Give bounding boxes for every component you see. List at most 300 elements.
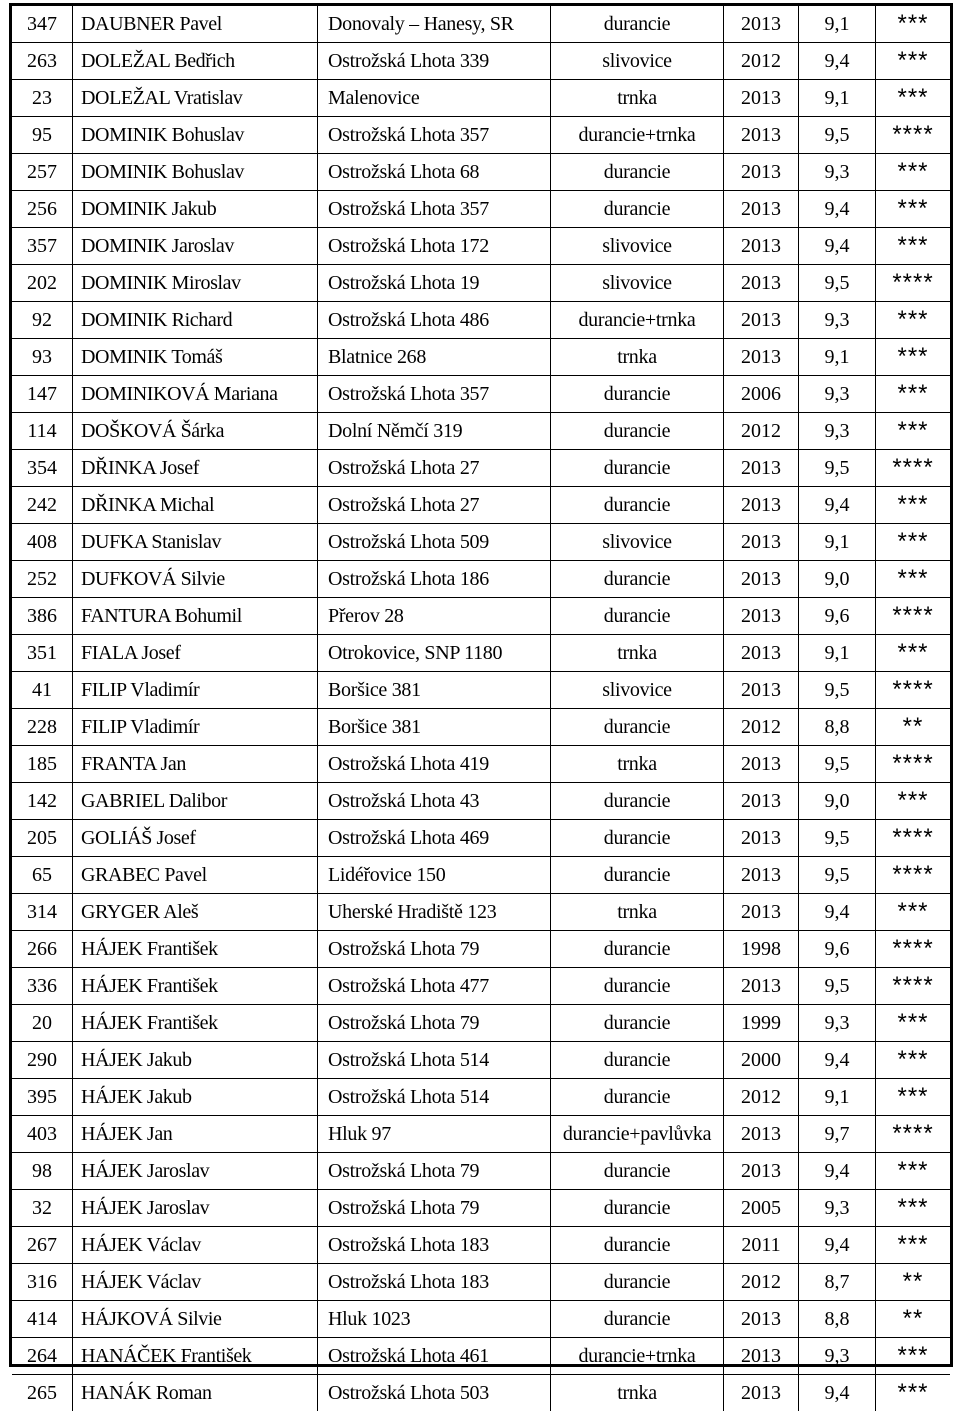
producer-name-cell: HÁJEK Václav — [73, 1227, 318, 1264]
vintage-year-cell: 2000 — [724, 1042, 799, 1079]
score-cell: 9,3 — [799, 1190, 876, 1227]
table-row — [12, 1153, 950, 1190]
spirit-type-cell: trnka — [551, 894, 724, 931]
table-row — [12, 376, 950, 413]
spirit-type-cell: trnka — [551, 1375, 724, 1411]
star-rating-cell: ** — [876, 709, 951, 746]
star-rating-cell: *** — [876, 524, 951, 561]
table-row — [12, 1042, 950, 1079]
vintage-year-cell: 2012 — [724, 1079, 799, 1116]
star-rating-cell: *** — [876, 80, 951, 117]
producer-name-cell: DOLEŽAL Vratislav — [73, 80, 318, 117]
producer-name-cell: DOMINIK Tomáš — [73, 339, 318, 376]
entry-number-cell: 265 — [12, 1375, 73, 1411]
spirit-type-cell: durancie — [551, 1227, 724, 1264]
results-table-body — [12, 6, 950, 1411]
producer-name-cell: DOMINIK Miroslav — [73, 265, 318, 302]
spirit-type-cell: durancie — [551, 487, 724, 524]
entry-number-cell: 65 — [12, 857, 73, 894]
table-row — [12, 1338, 950, 1375]
address-cell: Ostrožská Lhota 357 — [318, 117, 551, 154]
spirit-type-cell: trnka — [551, 80, 724, 117]
table-row — [12, 894, 950, 931]
score-cell: 9,5 — [799, 968, 876, 1005]
score-cell: 9,3 — [799, 1338, 876, 1375]
score-cell: 9,6 — [799, 598, 876, 635]
table-row — [12, 931, 950, 968]
address-cell: Donovaly – Hanesy, SR — [318, 6, 551, 43]
vintage-year-cell: 1999 — [724, 1005, 799, 1042]
producer-name-cell: HÁJEK Jaroslav — [73, 1190, 318, 1227]
vintage-year-cell: 2013 — [724, 857, 799, 894]
address-cell: Ostrožská Lhota 357 — [318, 376, 551, 413]
vintage-year-cell: 2013 — [724, 746, 799, 783]
producer-name-cell: DAUBNER Pavel — [73, 6, 318, 43]
spirit-type-cell: durancie — [551, 413, 724, 450]
table-row — [12, 968, 950, 1005]
address-cell: Ostrožská Lhota 503 — [318, 1375, 551, 1411]
vintage-year-cell: 2013 — [724, 968, 799, 1005]
spirit-type-cell: slivovice — [551, 228, 724, 265]
vintage-year-cell: 2005 — [724, 1190, 799, 1227]
address-cell: Ostrožská Lhota 186 — [318, 561, 551, 598]
vintage-year-cell: 2013 — [724, 783, 799, 820]
score-cell: 9,4 — [799, 1153, 876, 1190]
table-row — [12, 302, 950, 339]
star-rating-cell: **** — [876, 598, 951, 635]
producer-name-cell: DUFKOVÁ Silvie — [73, 561, 318, 598]
spirit-type-cell: durancie — [551, 450, 724, 487]
star-rating-cell: *** — [876, 1042, 951, 1079]
vintage-year-cell: 2006 — [724, 376, 799, 413]
score-cell: 9,5 — [799, 820, 876, 857]
table-row — [12, 857, 950, 894]
score-cell: 9,0 — [799, 561, 876, 598]
score-cell: 9,3 — [799, 1005, 876, 1042]
vintage-year-cell: 2012 — [724, 709, 799, 746]
address-cell: Ostrožská Lhota 79 — [318, 931, 551, 968]
star-rating-cell: *** — [876, 1005, 951, 1042]
table-row — [12, 672, 950, 709]
table-row — [12, 1264, 950, 1301]
producer-name-cell: HÁJEK František — [73, 931, 318, 968]
vintage-year-cell: 2012 — [724, 1264, 799, 1301]
star-rating-cell: *** — [876, 561, 951, 598]
spirit-type-cell: durancie — [551, 376, 724, 413]
score-cell: 9,4 — [799, 191, 876, 228]
spirit-type-cell: durancie — [551, 783, 724, 820]
vintage-year-cell: 2013 — [724, 228, 799, 265]
address-cell: Ostrožská Lhota 486 — [318, 302, 551, 339]
score-cell: 9,5 — [799, 450, 876, 487]
score-cell: 9,4 — [799, 1042, 876, 1079]
entry-number-cell: 336 — [12, 968, 73, 1005]
address-cell: Malenovice — [318, 80, 551, 117]
star-rating-cell: **** — [876, 117, 951, 154]
producer-name-cell: DŘINKA Josef — [73, 450, 318, 487]
star-rating-cell: *** — [876, 783, 951, 820]
producer-name-cell: DOMINIK Jakub — [73, 191, 318, 228]
spirit-type-cell: durancie — [551, 857, 724, 894]
score-cell: 9,5 — [799, 265, 876, 302]
star-rating-cell: *** — [876, 1227, 951, 1264]
vintage-year-cell: 2013 — [724, 635, 799, 672]
table-row — [12, 413, 950, 450]
table-row — [12, 154, 950, 191]
producer-name-cell: FANTURA Bohumil — [73, 598, 318, 635]
producer-name-cell: DUFKA Stanislav — [73, 524, 318, 561]
entry-number-cell: 414 — [12, 1301, 73, 1338]
table-row — [12, 191, 950, 228]
spirit-type-cell: durancie — [551, 6, 724, 43]
producer-name-cell: FILIP Vladimír — [73, 672, 318, 709]
entry-number-cell: 316 — [12, 1264, 73, 1301]
producer-name-cell: DOMINIKOVÁ Mariana — [73, 376, 318, 413]
address-cell: Otrokovice, SNP 1180 — [318, 635, 551, 672]
star-rating-cell: **** — [876, 672, 951, 709]
vintage-year-cell: 2013 — [724, 117, 799, 154]
table-row — [12, 487, 950, 524]
spirit-type-cell: durancie — [551, 1005, 724, 1042]
score-cell: 9,3 — [799, 376, 876, 413]
spirit-type-cell: durancie — [551, 709, 724, 746]
score-cell: 8,7 — [799, 1264, 876, 1301]
entry-number-cell: 357 — [12, 228, 73, 265]
address-cell: Hluk 97 — [318, 1116, 551, 1153]
entry-number-cell: 228 — [12, 709, 73, 746]
address-cell: Ostrožská Lhota 514 — [318, 1079, 551, 1116]
score-cell: 8,8 — [799, 1301, 876, 1338]
score-cell: 9,1 — [799, 339, 876, 376]
vintage-year-cell: 2013 — [724, 80, 799, 117]
star-rating-cell: ** — [876, 1264, 951, 1301]
vintage-year-cell: 1998 — [724, 931, 799, 968]
entry-number-cell: 98 — [12, 1153, 73, 1190]
star-rating-cell: **** — [876, 820, 951, 857]
spirit-type-cell: durancie — [551, 1301, 724, 1338]
score-cell: 9,1 — [799, 1079, 876, 1116]
score-cell: 9,4 — [799, 43, 876, 80]
producer-name-cell: FRANTA Jan — [73, 746, 318, 783]
entry-number-cell: 256 — [12, 191, 73, 228]
vintage-year-cell: 2013 — [724, 6, 799, 43]
entry-number-cell: 41 — [12, 672, 73, 709]
entry-number-cell: 263 — [12, 43, 73, 80]
table-row — [12, 598, 950, 635]
score-cell: 9,5 — [799, 672, 876, 709]
score-cell: 9,7 — [799, 1116, 876, 1153]
vintage-year-cell: 2013 — [724, 561, 799, 598]
star-rating-cell: *** — [876, 6, 951, 43]
spirit-type-cell: slivovice — [551, 43, 724, 80]
spirit-type-cell: durancie — [551, 598, 724, 635]
table-row — [12, 117, 950, 154]
entry-number-cell: 92 — [12, 302, 73, 339]
producer-name-cell: DOMINIK Richard — [73, 302, 318, 339]
producer-name-cell: HÁJEK Jakub — [73, 1079, 318, 1116]
spirit-type-cell: durancie — [551, 1264, 724, 1301]
entry-number-cell: 264 — [12, 1338, 73, 1375]
address-cell: Ostrožská Lhota 79 — [318, 1005, 551, 1042]
vintage-year-cell: 2013 — [724, 1116, 799, 1153]
address-cell: Ostrožská Lhota 79 — [318, 1153, 551, 1190]
address-cell: Ostrožská Lhota 27 — [318, 450, 551, 487]
address-cell: Ostrožská Lhota 27 — [318, 487, 551, 524]
score-cell: 9,1 — [799, 6, 876, 43]
address-cell: Ostrožská Lhota 461 — [318, 1338, 551, 1375]
entry-number-cell: 257 — [12, 154, 73, 191]
table-row — [12, 524, 950, 561]
producer-name-cell: DŘINKA Michal — [73, 487, 318, 524]
score-cell: 9,1 — [799, 635, 876, 672]
entry-number-cell: 142 — [12, 783, 73, 820]
vintage-year-cell: 2013 — [724, 598, 799, 635]
score-cell: 9,1 — [799, 524, 876, 561]
address-cell: Ostrožská Lhota 43 — [318, 783, 551, 820]
spirit-type-cell: durancie — [551, 931, 724, 968]
score-cell: 8,8 — [799, 709, 876, 746]
score-cell: 9,3 — [799, 154, 876, 191]
table-row — [12, 783, 950, 820]
entry-number-cell: 202 — [12, 265, 73, 302]
producer-name-cell: HÁJEK František — [73, 968, 318, 1005]
vintage-year-cell: 2013 — [724, 339, 799, 376]
spirit-type-cell: trnka — [551, 339, 724, 376]
producer-name-cell: GOLIÁŠ Josef — [73, 820, 318, 857]
address-cell: Ostrožská Lhota 509 — [318, 524, 551, 561]
score-cell: 9,3 — [799, 413, 876, 450]
star-rating-cell: *** — [876, 413, 951, 450]
score-cell: 9,4 — [799, 894, 876, 931]
star-rating-cell: *** — [876, 487, 951, 524]
address-cell: Lidéřovice 150 — [318, 857, 551, 894]
results-table-frame — [9, 3, 953, 1367]
star-rating-cell: *** — [876, 228, 951, 265]
entry-number-cell: 114 — [12, 413, 73, 450]
table-row — [12, 1116, 950, 1153]
table-row — [12, 6, 950, 43]
score-cell: 9,1 — [799, 80, 876, 117]
table-row — [12, 265, 950, 302]
producer-name-cell: HANÁK Roman — [73, 1375, 318, 1411]
star-rating-cell: *** — [876, 191, 951, 228]
spirit-type-cell: durancie — [551, 1079, 724, 1116]
score-cell: 9,5 — [799, 857, 876, 894]
vintage-year-cell: 2013 — [724, 191, 799, 228]
address-cell: Ostrožská Lhota 514 — [318, 1042, 551, 1079]
spirit-type-cell: durancie — [551, 820, 724, 857]
vintage-year-cell: 2011 — [724, 1227, 799, 1264]
table-row — [12, 339, 950, 376]
score-cell: 9,4 — [799, 1227, 876, 1264]
spirit-type-cell: durancie+trnka — [551, 117, 724, 154]
score-cell: 9,4 — [799, 487, 876, 524]
vintage-year-cell: 2013 — [724, 265, 799, 302]
address-cell: Uherské Hradiště 123 — [318, 894, 551, 931]
entry-number-cell: 20 — [12, 1005, 73, 1042]
address-cell: Ostrožská Lhota 339 — [318, 43, 551, 80]
producer-name-cell: FIALA Josef — [73, 635, 318, 672]
producer-name-cell: HÁJEK Václav — [73, 1264, 318, 1301]
spirit-type-cell: durancie+pavlůvka — [551, 1116, 724, 1153]
vintage-year-cell: 2013 — [724, 450, 799, 487]
address-cell: Ostrožská Lhota 19 — [318, 265, 551, 302]
score-cell: 9,4 — [799, 1375, 876, 1411]
spirit-type-cell: durancie — [551, 1153, 724, 1190]
entry-number-cell: 354 — [12, 450, 73, 487]
producer-name-cell: DOMINIK Bohuslav — [73, 154, 318, 191]
vintage-year-cell: 2013 — [724, 524, 799, 561]
table-row — [12, 1190, 950, 1227]
table-row — [12, 1227, 950, 1264]
address-cell: Ostrožská Lhota 469 — [318, 820, 551, 857]
star-rating-cell: ** — [876, 1301, 951, 1338]
spirit-type-cell: durancie — [551, 968, 724, 1005]
entry-number-cell: 403 — [12, 1116, 73, 1153]
star-rating-cell: **** — [876, 265, 951, 302]
star-rating-cell: *** — [876, 376, 951, 413]
spirit-type-cell: durancie — [551, 1190, 724, 1227]
table-row — [12, 228, 950, 265]
spirit-type-cell: durancie — [551, 1042, 724, 1079]
address-cell: Ostrožská Lhota 183 — [318, 1264, 551, 1301]
entry-number-cell: 185 — [12, 746, 73, 783]
address-cell: Ostrožská Lhota 357 — [318, 191, 551, 228]
score-cell: 9,3 — [799, 302, 876, 339]
entry-number-cell: 266 — [12, 931, 73, 968]
spirit-type-cell: trnka — [551, 746, 724, 783]
vintage-year-cell: 2012 — [724, 43, 799, 80]
address-cell: Boršice 381 — [318, 672, 551, 709]
score-cell: 9,5 — [799, 117, 876, 154]
table-row — [12, 746, 950, 783]
entry-number-cell: 252 — [12, 561, 73, 598]
address-cell: Ostrožská Lhota 477 — [318, 968, 551, 1005]
star-rating-cell: **** — [876, 857, 951, 894]
producer-name-cell: HÁJEK Jaroslav — [73, 1153, 318, 1190]
address-cell: Boršice 381 — [318, 709, 551, 746]
star-rating-cell: *** — [876, 1079, 951, 1116]
producer-name-cell: HANÁČEK František — [73, 1338, 318, 1375]
table-row — [12, 1301, 950, 1338]
star-rating-cell: *** — [876, 302, 951, 339]
vintage-year-cell: 2013 — [724, 1153, 799, 1190]
vintage-year-cell: 2013 — [724, 820, 799, 857]
vintage-year-cell: 2012 — [724, 413, 799, 450]
vintage-year-cell: 2013 — [724, 1301, 799, 1338]
star-rating-cell: *** — [876, 1153, 951, 1190]
address-cell: Ostrožská Lhota 183 — [318, 1227, 551, 1264]
producer-name-cell: HÁJEK Jakub — [73, 1042, 318, 1079]
spirit-type-cell: durancie — [551, 561, 724, 598]
spirit-type-cell: durancie+trnka — [551, 302, 724, 339]
table-row — [12, 1079, 950, 1116]
producer-name-cell: DOMINIK Jaroslav — [73, 228, 318, 265]
vintage-year-cell: 2013 — [724, 302, 799, 339]
address-cell: Přerov 28 — [318, 598, 551, 635]
score-cell: 9,6 — [799, 931, 876, 968]
star-rating-cell: **** — [876, 746, 951, 783]
star-rating-cell: *** — [876, 1190, 951, 1227]
spirit-type-cell: slivovice — [551, 672, 724, 709]
score-cell: 9,0 — [799, 783, 876, 820]
entry-number-cell: 386 — [12, 598, 73, 635]
vintage-year-cell: 2013 — [724, 487, 799, 524]
table-row — [12, 709, 950, 746]
producer-name-cell: GRABEC Pavel — [73, 857, 318, 894]
entry-number-cell: 205 — [12, 820, 73, 857]
vintage-year-cell: 2013 — [724, 154, 799, 191]
producer-name-cell: HÁJKOVÁ Silvie — [73, 1301, 318, 1338]
address-cell: Ostrožská Lhota 172 — [318, 228, 551, 265]
producer-name-cell: DOLEŽAL Bedřich — [73, 43, 318, 80]
vintage-year-cell: 2013 — [724, 1338, 799, 1375]
results-table — [12, 6, 950, 1411]
producer-name-cell: HÁJEK Jan — [73, 1116, 318, 1153]
entry-number-cell: 395 — [12, 1079, 73, 1116]
entry-number-cell: 93 — [12, 339, 73, 376]
table-row — [12, 1005, 950, 1042]
entry-number-cell: 314 — [12, 894, 73, 931]
table-row — [12, 561, 950, 598]
table-row — [12, 80, 950, 117]
address-cell: Ostrožská Lhota 79 — [318, 1190, 551, 1227]
entry-number-cell: 95 — [12, 117, 73, 154]
star-rating-cell: **** — [876, 1116, 951, 1153]
producer-name-cell: FILIP Vladimír — [73, 709, 318, 746]
spirit-type-cell: durancie — [551, 154, 724, 191]
table-row — [12, 820, 950, 857]
address-cell: Ostrožská Lhota 68 — [318, 154, 551, 191]
table-row — [12, 1375, 950, 1411]
vintage-year-cell: 2013 — [724, 672, 799, 709]
address-cell: Hluk 1023 — [318, 1301, 551, 1338]
vintage-year-cell: 2013 — [724, 894, 799, 931]
producer-name-cell: DOŠKOVÁ Šárka — [73, 413, 318, 450]
entry-number-cell: 347 — [12, 6, 73, 43]
spirit-type-cell: durancie — [551, 191, 724, 228]
producer-name-cell: GABRIEL Dalibor — [73, 783, 318, 820]
star-rating-cell: **** — [876, 968, 951, 1005]
entry-number-cell: 267 — [12, 1227, 73, 1264]
producer-name-cell: GRYGER Aleš — [73, 894, 318, 931]
entry-number-cell: 351 — [12, 635, 73, 672]
table-row — [12, 635, 950, 672]
spirit-type-cell: slivovice — [551, 265, 724, 302]
entry-number-cell: 242 — [12, 487, 73, 524]
star-rating-cell: **** — [876, 450, 951, 487]
entry-number-cell: 23 — [12, 80, 73, 117]
entry-number-cell: 408 — [12, 524, 73, 561]
star-rating-cell: *** — [876, 43, 951, 80]
star-rating-cell: *** — [876, 635, 951, 672]
address-cell: Dolní Němčí 319 — [318, 413, 551, 450]
entry-number-cell: 147 — [12, 376, 73, 413]
score-cell: 9,5 — [799, 746, 876, 783]
spirit-type-cell: durancie+trnka — [551, 1338, 724, 1375]
address-cell: Ostrožská Lhota 419 — [318, 746, 551, 783]
spirit-type-cell: trnka — [551, 635, 724, 672]
score-cell: 9,4 — [799, 228, 876, 265]
spirit-type-cell: slivovice — [551, 524, 724, 561]
table-row — [12, 450, 950, 487]
entry-number-cell: 290 — [12, 1042, 73, 1079]
star-rating-cell: *** — [876, 154, 951, 191]
producer-name-cell: DOMINIK Bohuslav — [73, 117, 318, 154]
star-rating-cell: *** — [876, 339, 951, 376]
address-cell: Blatnice 268 — [318, 339, 551, 376]
star-rating-cell: *** — [876, 1338, 951, 1375]
